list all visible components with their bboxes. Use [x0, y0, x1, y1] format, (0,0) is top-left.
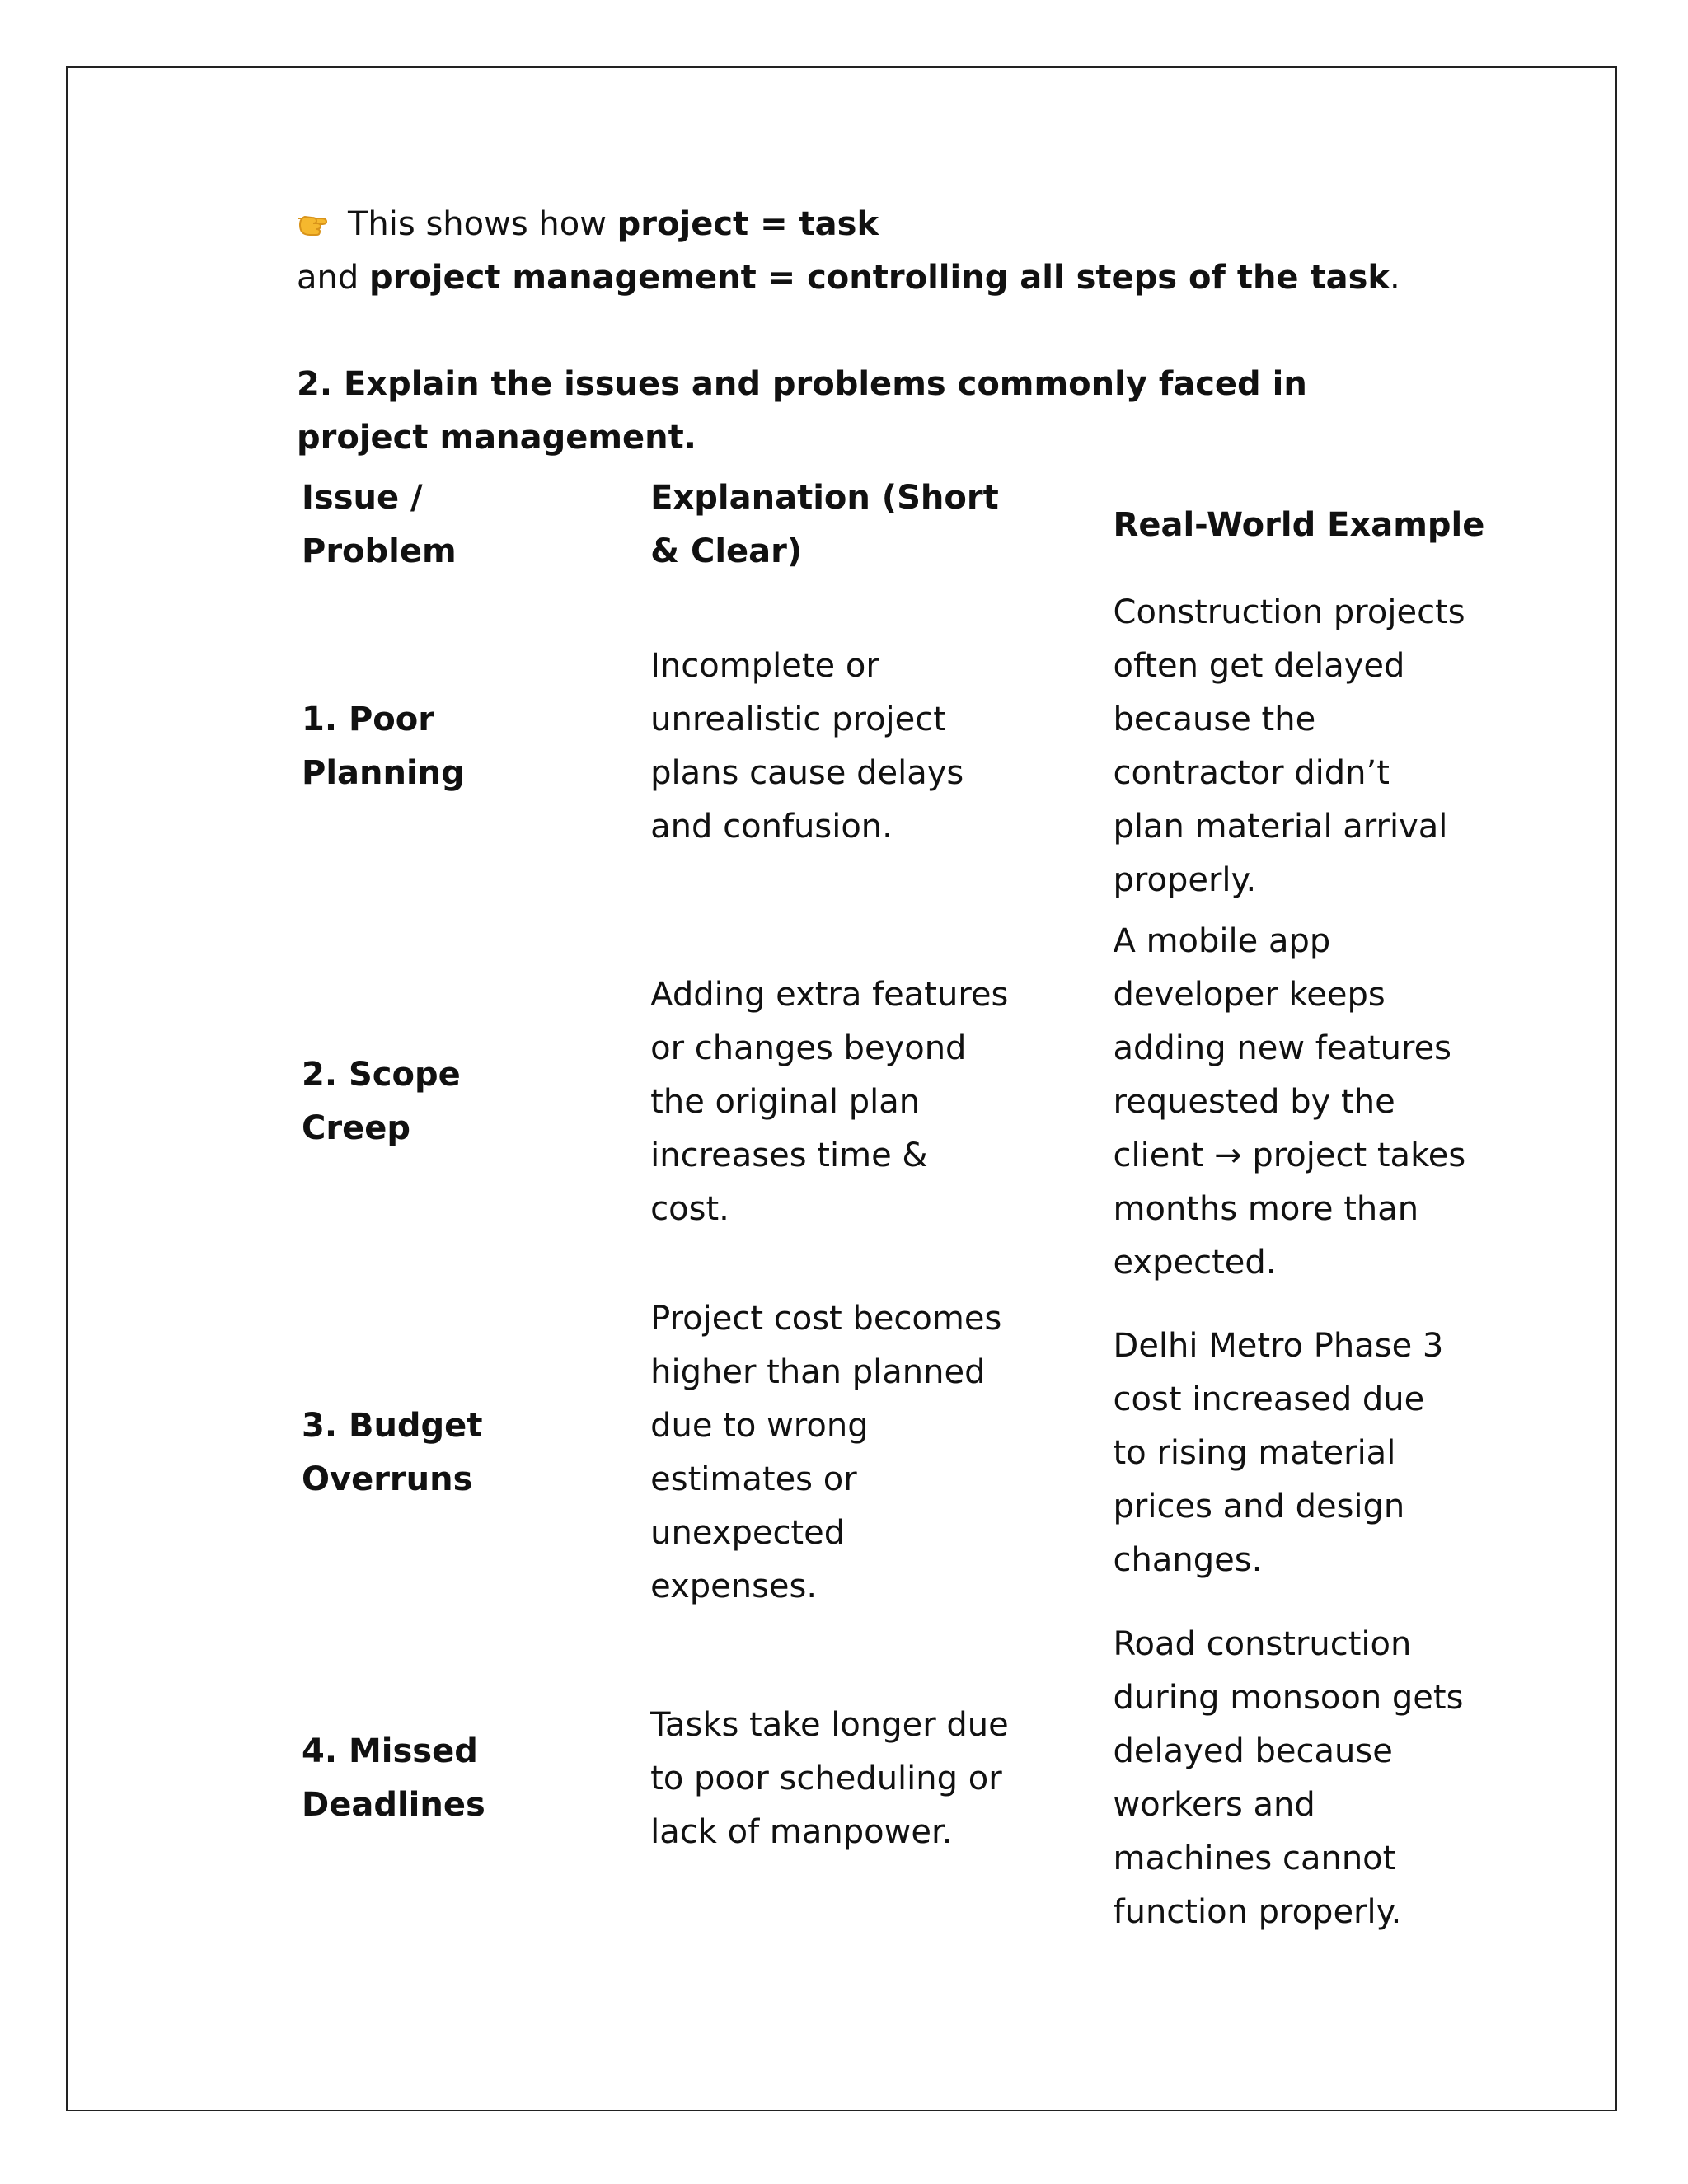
intro-line-1: [297, 198, 1500, 251]
header-explanation: Explanation (Short & Clear): [650, 479, 999, 570]
intro-line-2: [297, 251, 1500, 305]
intro-line-1-bold: project = task: [617, 205, 879, 243]
example-cell: Construction projects often get delayed because the contractor didn’t plan material arrival properly.: [1113, 593, 1465, 899]
explanation-cell: Adding extra features or changes beyond the original plan increases time & cost.: [650, 975, 1009, 1228]
issues-table: [302, 468, 1500, 1943]
header-issue: Issue / Problem: [302, 479, 457, 570]
example-cell: Road construction during monsoon gets delayed because workers and machines cannot function properly.: [1113, 1625, 1464, 1931]
intro-line-2-suffix: .: [1390, 259, 1400, 297]
issue-cell: 4. Missed Deadlines: [302, 1732, 485, 1824]
intro-line-2-bold: project management = controlling all steps of the task: [368, 259, 1390, 297]
explanation-cell: Project cost becomes higher than planned due to wrong estimates or unexpected expenses.: [650, 1300, 1002, 1605]
question-heading: 2. Explain the issues and problems commonly faced in project management.: [297, 365, 1307, 457]
example-cell: A mobile app developer keeps adding new features requested by the client → project takes months more than expected.: [1113, 921, 1466, 1282]
table-row: [302, 582, 1500, 912]
intro-line-2-prefix: and: [297, 259, 369, 297]
issue-cell: 3. Budget Overruns: [302, 1407, 483, 1498]
explanation-cell: Tasks take longer due to poor scheduling or lack of manpower.: [650, 1705, 1009, 1851]
table-row: [302, 912, 1500, 1292]
table-header-row: [302, 468, 1500, 582]
example-cell: Delhi Metro Phase 3 cost increased due to rising material prices and design changes.: [1113, 1326, 1444, 1579]
table-row: [302, 1614, 1500, 1943]
explanation-cell: Incomplete or unrealistic project plans cause delays and confusion.: [650, 647, 964, 846]
issue-cell: 1. Poor Planning: [302, 701, 465, 792]
issue-cell: 2. Scope Creep: [302, 1056, 461, 1147]
header-example: Real-World Example: [1113, 505, 1485, 544]
table-row: [302, 1292, 1500, 1614]
document-content: [297, 198, 1500, 1943]
pointing-hand-icon: [297, 203, 336, 236]
intro-line-1-prefix: This shows how: [348, 205, 617, 243]
